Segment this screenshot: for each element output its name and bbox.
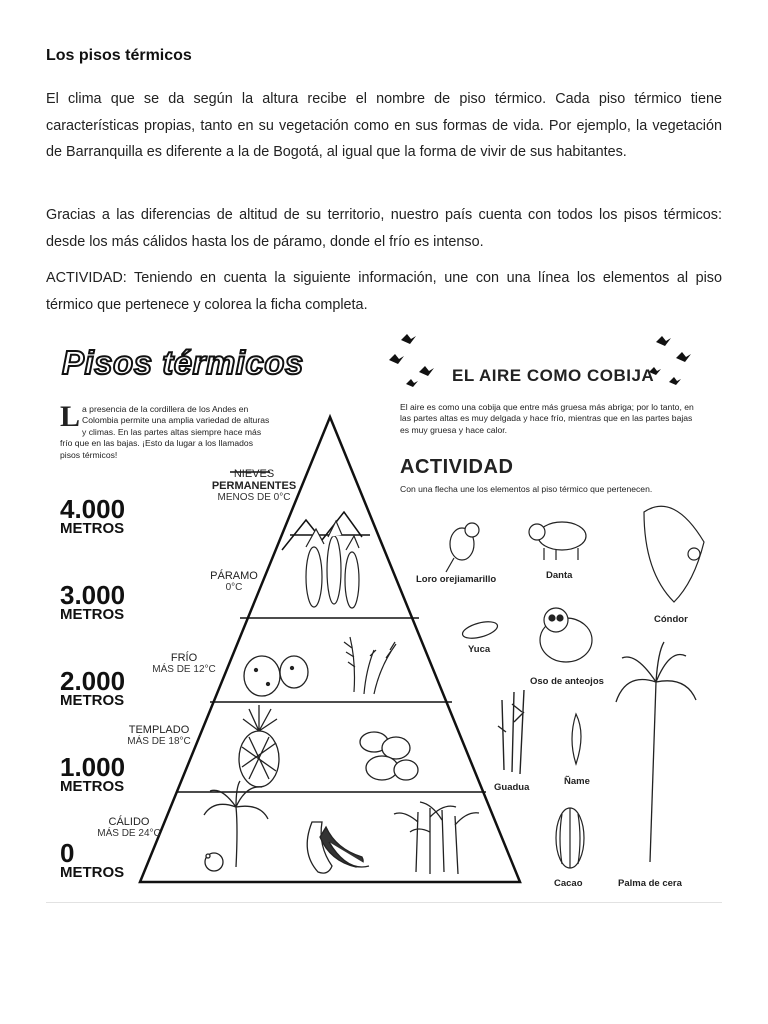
altitude-value: 3.000 (60, 580, 126, 610)
cana-icon (394, 802, 479, 874)
zone-name: FRÍO (170, 652, 198, 664)
altitude-value: 4.000 (60, 494, 126, 524)
divider (46, 902, 722, 903)
name-icon (572, 714, 581, 764)
altitude-unit: METROS (60, 520, 125, 537)
zone-name-line2: PERMANENTES (211, 480, 297, 492)
zone-name: CÁLIDO (108, 816, 150, 828)
zone-temp: MENOS DE 0°C (217, 492, 291, 503)
altitude-0 (60, 838, 125, 881)
item-label-guadua: Guadua (494, 782, 530, 793)
aire-title: EL AIRE COMO COBIJA (452, 366, 655, 385)
zone-calido (84, 816, 174, 839)
item-label-oso: Oso de anteojos (530, 676, 604, 687)
intro-text: a presencia de la cordillera de los Andes en Colombia permite una amplia variedad de alturas y climas. En las partes altas siempre hace más frío que en las bajas. ¡Esto da lugar a los llamados pisos térmicos! (60, 404, 270, 460)
zone-name: TEMPLADO (128, 724, 190, 736)
altitude-unit: METROS (60, 864, 125, 881)
zone-nieves (204, 468, 304, 503)
worksheet-image (44, 322, 724, 904)
item-label-cacao: Cacao (554, 878, 583, 889)
zone-temp: 0°C (225, 582, 243, 593)
activity-instructions: Con una flecha une los elementos al piso térmico que pertenecen. (400, 484, 653, 494)
zone-temp: MÁS DE 24°C (97, 828, 161, 839)
intro-dropcap: L (60, 400, 81, 433)
palmera-icon (204, 781, 268, 871)
arracacha-icon (360, 732, 418, 780)
paragraph-altitude: Gracias a las diferencias de altitud de su territorio, nuestro país cuenta con todos los pisos térmicos: desde los más cálidos hasta los de páramo, donde el frío es intenso. (46, 207, 722, 250)
activity-title: ACTIVIDAD (400, 456, 514, 478)
papa-icon (244, 656, 308, 696)
danta-icon (529, 522, 586, 560)
condor-icon (644, 506, 704, 602)
altitude-value: 1.000 (60, 752, 126, 782)
zone-name: PÁRAMO (210, 570, 258, 582)
altitude-1000 (60, 752, 126, 795)
paragraph-activity: ACTIVIDAD: Teniendo en cuenta la siguiente información, une con una línea los elementos al piso térmico que pertenece y colorea la ficha completa. (46, 270, 722, 313)
altitude-unit: METROS (60, 692, 125, 709)
worksheet-title: Pisos térmicos (62, 344, 304, 381)
zone-templado (116, 724, 202, 747)
oso-icon (540, 608, 592, 662)
yuca-icon (461, 619, 499, 642)
palma-de-cera-icon (616, 642, 696, 862)
item-label-palma-de-cera: Palma de cera (618, 878, 682, 889)
trigo-icon (344, 637, 396, 694)
loro-icon (446, 523, 479, 572)
zone-name: NIEVES (233, 468, 275, 480)
item-label-danta: Danta (546, 570, 573, 581)
altitude-3000 (60, 580, 126, 623)
worksheet-intro (60, 400, 270, 461)
platano-icon (307, 822, 369, 873)
altitude-value: 2.000 (60, 666, 126, 696)
item-label-name: Ñame (564, 776, 590, 787)
altitude-unit: METROS (60, 778, 125, 795)
zone-frio (144, 652, 224, 675)
altitude-4000 (60, 494, 126, 537)
guadua-icon (498, 690, 524, 774)
frailejon-icon (306, 521, 359, 608)
item-label-yuca: Yuca (468, 644, 491, 655)
pina-icon (239, 705, 279, 787)
zone-paramo (194, 570, 274, 593)
zone-temp: MÁS DE 18°C (127, 736, 191, 747)
page-heading: Los pisos térmicos (46, 47, 192, 64)
paragraph-intro: El clima que se da según la altura recibe el nombre de piso térmico. Cada piso térmico tiene características propias, tanto en su vegetación como en sus formas de vida. Por ejemplo, la vegetación de Barranquilla es diferente a la de Bogotá, al igual que la forma de vivir de sus habitantes. (46, 91, 722, 160)
altitude-value: 0 (60, 838, 75, 868)
item-label-condor: Cóndor (654, 614, 688, 625)
altitude-unit: METROS (60, 606, 125, 623)
cacao-icon (556, 808, 584, 868)
aire-text: El aire es como una cobija que entre más gruesa más abriga; por lo tanto, en las partes altas es muy delgada y hace frío, mientras que en las partes bajas es muy gruesa y hace calor. (400, 402, 694, 435)
altitude-2000 (60, 666, 126, 709)
zone-temp: MÁS DE 12°C (152, 664, 216, 675)
item-label-loro: Loro orejiamarillo (416, 574, 497, 585)
